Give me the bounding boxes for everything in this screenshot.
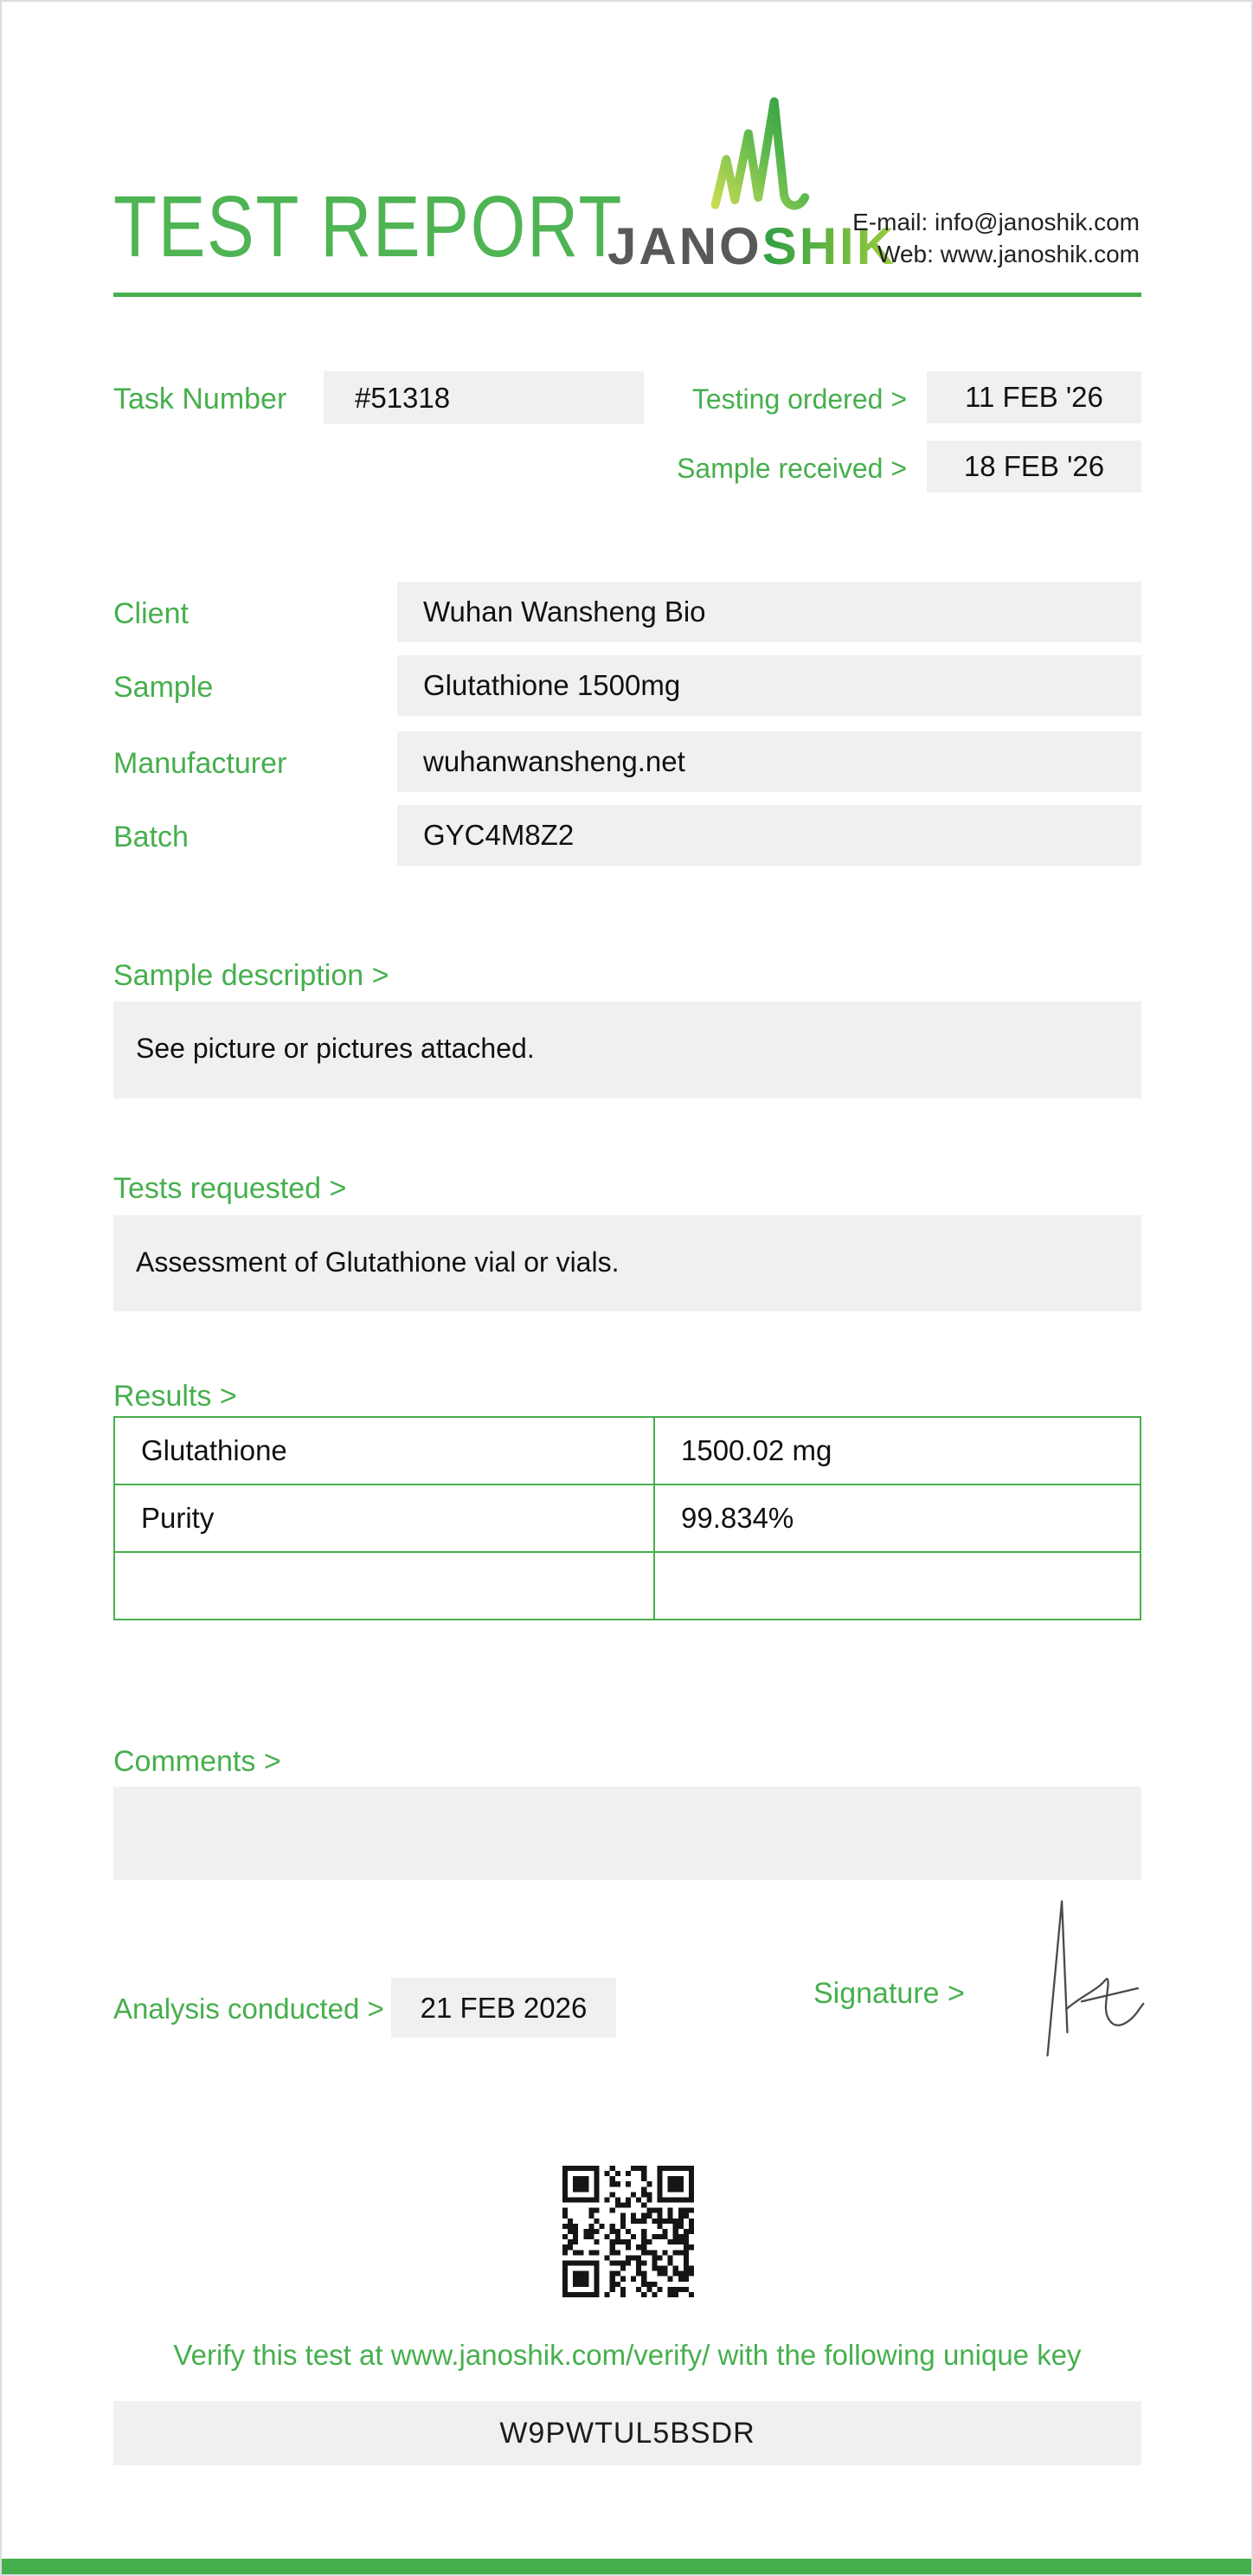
analysis-conducted-value: 21 FEB 2026 [391, 1978, 616, 2038]
client-label: Client [113, 597, 189, 630]
contact-web: Web: www.janoshik.com [877, 241, 1140, 267]
sample-description-text: See picture or pictures attached. [136, 1033, 535, 1064]
footer-green-bar [0, 2559, 1253, 2576]
testing-ordered-value: 11 FEB '26 [927, 371, 1141, 423]
analysis-conducted-label: Analysis conducted > [113, 1993, 384, 2025]
verify-text: Verify this test at www.janoshik.com/verify/ with the following unique key [173, 2339, 1082, 2371]
client-value: Wuhan Wansheng Bio [397, 582, 1141, 642]
sample-value: Glutathione 1500mg [397, 655, 1141, 716]
sample-description-box [113, 1001, 1141, 1098]
results-table [113, 1416, 1141, 1620]
unique-key-value: W9PWTUL5BSDR [113, 2401, 1141, 2465]
sample-description-label: Sample description > [113, 959, 389, 992]
task-number-value: #51318 [324, 371, 644, 424]
result-value-cell: 1500.02 mg [654, 1417, 1141, 1484]
manufacturer-value: wuhanwansheng.net [397, 731, 1141, 792]
contact-block [852, 206, 1140, 270]
batch-value: GYC4M8Z2 [397, 805, 1141, 866]
table-row [114, 1484, 1141, 1552]
results-label: Results > [113, 1380, 237, 1413]
contact-email: E-mail: info@janoshik.com [852, 209, 1140, 235]
sample-received-label: Sample received > [677, 453, 907, 484]
result-value-cell: 99.834% [654, 1484, 1141, 1552]
tests-requested-text: Assessment of Glutathione vial or vials. [136, 1246, 620, 1278]
manufacturer-label: Manufacturer [113, 747, 287, 780]
header-divider [113, 293, 1141, 297]
result-value-cell [654, 1552, 1141, 1620]
result-analyte-cell [114, 1552, 654, 1620]
logo-text-jano: JANO [607, 217, 762, 275]
task-number-label: Task Number [113, 383, 287, 415]
tests-requested-label: Tests requested > [113, 1172, 347, 1205]
comments-label: Comments > [113, 1745, 281, 1778]
sample-label: Sample [113, 671, 214, 704]
signature-label: Signature > [813, 1977, 965, 2010]
qr-code [562, 2166, 694, 2297]
janoshik-logo-icon [704, 92, 834, 215]
tests-requested-box [113, 1215, 1141, 1311]
sample-received-value: 18 FEB '26 [927, 441, 1141, 493]
page-title: TEST REPORT [113, 178, 624, 275]
result-analyte-cell: Purity [114, 1484, 654, 1552]
comments-box [113, 1787, 1141, 1880]
result-analyte-cell: Glutathione [114, 1417, 654, 1484]
logo-text-shik: SHIK [761, 217, 897, 275]
signature-icon [1033, 1891, 1154, 2061]
table-row [114, 1417, 1141, 1484]
testing-ordered-label: Testing ordered > [691, 383, 907, 415]
table-row [114, 1552, 1141, 1620]
batch-label: Batch [113, 821, 189, 853]
